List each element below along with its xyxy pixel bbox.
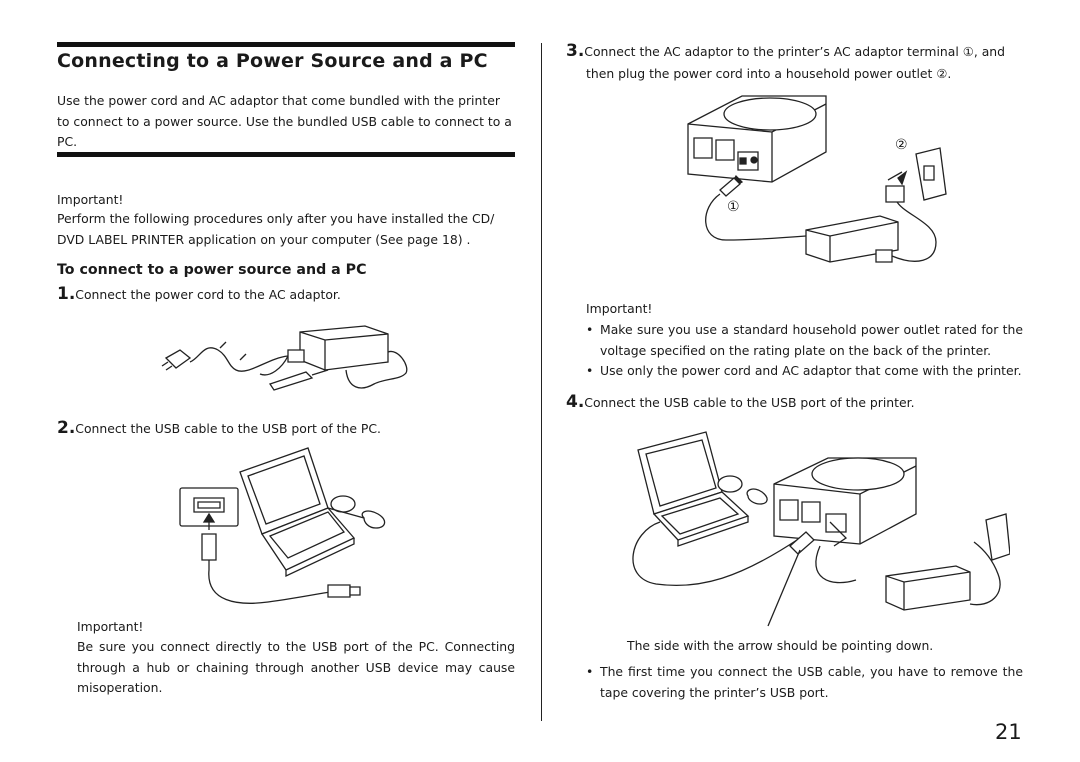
printer-power-illustration	[680, 90, 950, 272]
arrow-caption: The side with the arrow should be pointing down.	[627, 638, 934, 653]
step-2-number: 2.	[57, 418, 76, 438]
step-3-continued: then plug the power cord into a household power outlet ②.	[586, 66, 952, 81]
page-number: 21	[995, 720, 1022, 744]
callout-one: ①	[727, 199, 740, 215]
step-3-text-line1: Connect the AC adaptor to the printer’s AC adaptor terminal ①, and	[584, 44, 1006, 59]
step-3-number: 3.	[566, 41, 585, 61]
important-text-2: Be sure you connect directly to the USB port of the PC. Connecting through a hub or chaining through another USB device may cause misoperation.	[77, 639, 515, 695]
step-4-number: 4.	[566, 392, 585, 412]
step-3	[566, 41, 1005, 61]
important-bullets-3	[586, 320, 1023, 382]
important-heading-2: Important!	[77, 619, 144, 634]
important-heading-1: Important!	[57, 192, 124, 207]
power-cord-adaptor-illustration	[160, 318, 410, 398]
column-divider	[541, 43, 542, 721]
intro-paragraph: Use the power cord and AC adaptor that come bundled with the printer to connect to a power source. Use the bundled USB cable to connect to a PC.	[57, 93, 512, 149]
step-1-text: Connect the power cord to the AC adaptor.	[75, 287, 341, 302]
important-text-1: Perform the following procedures only after you have installed the CD/ DVD LABEL PRINTER application on your computer (See page 18) .	[57, 211, 495, 247]
step-1	[57, 284, 341, 304]
intro-rule-bottom	[57, 152, 515, 157]
note-bullet-tape: • The first time you connect the USB cable, you have to remove the tape covering the printer’s USB port.	[586, 662, 1023, 703]
step-2	[57, 418, 381, 438]
title-rule-top	[57, 42, 515, 47]
step-4-text: Connect the USB cable to the USB port of the printer.	[584, 395, 915, 410]
procedure-subheading: To connect to a power source and a PC	[57, 262, 367, 278]
page-title: Connecting to a Power Source and a PC	[57, 50, 488, 72]
laptop-usb-illustration	[178, 442, 393, 612]
important-bullet-only-bundled: • Use only the power cord and AC adaptor that come with the printer.	[586, 361, 1023, 382]
important-heading-3: Important!	[586, 301, 653, 316]
step-2-text: Connect the USB cable to the USB port of the PC.	[75, 421, 381, 436]
important-bullet-voltage: • Make sure you use a standard household power outlet rated for the voltage specified on the rating plate on the back of the printer.	[586, 320, 1023, 361]
step-4	[566, 392, 915, 412]
callout-two: ②	[895, 137, 908, 153]
step-1-number: 1.	[57, 284, 76, 304]
printer-usb-illustration	[620, 428, 1010, 633]
note-bullets	[586, 662, 1023, 703]
